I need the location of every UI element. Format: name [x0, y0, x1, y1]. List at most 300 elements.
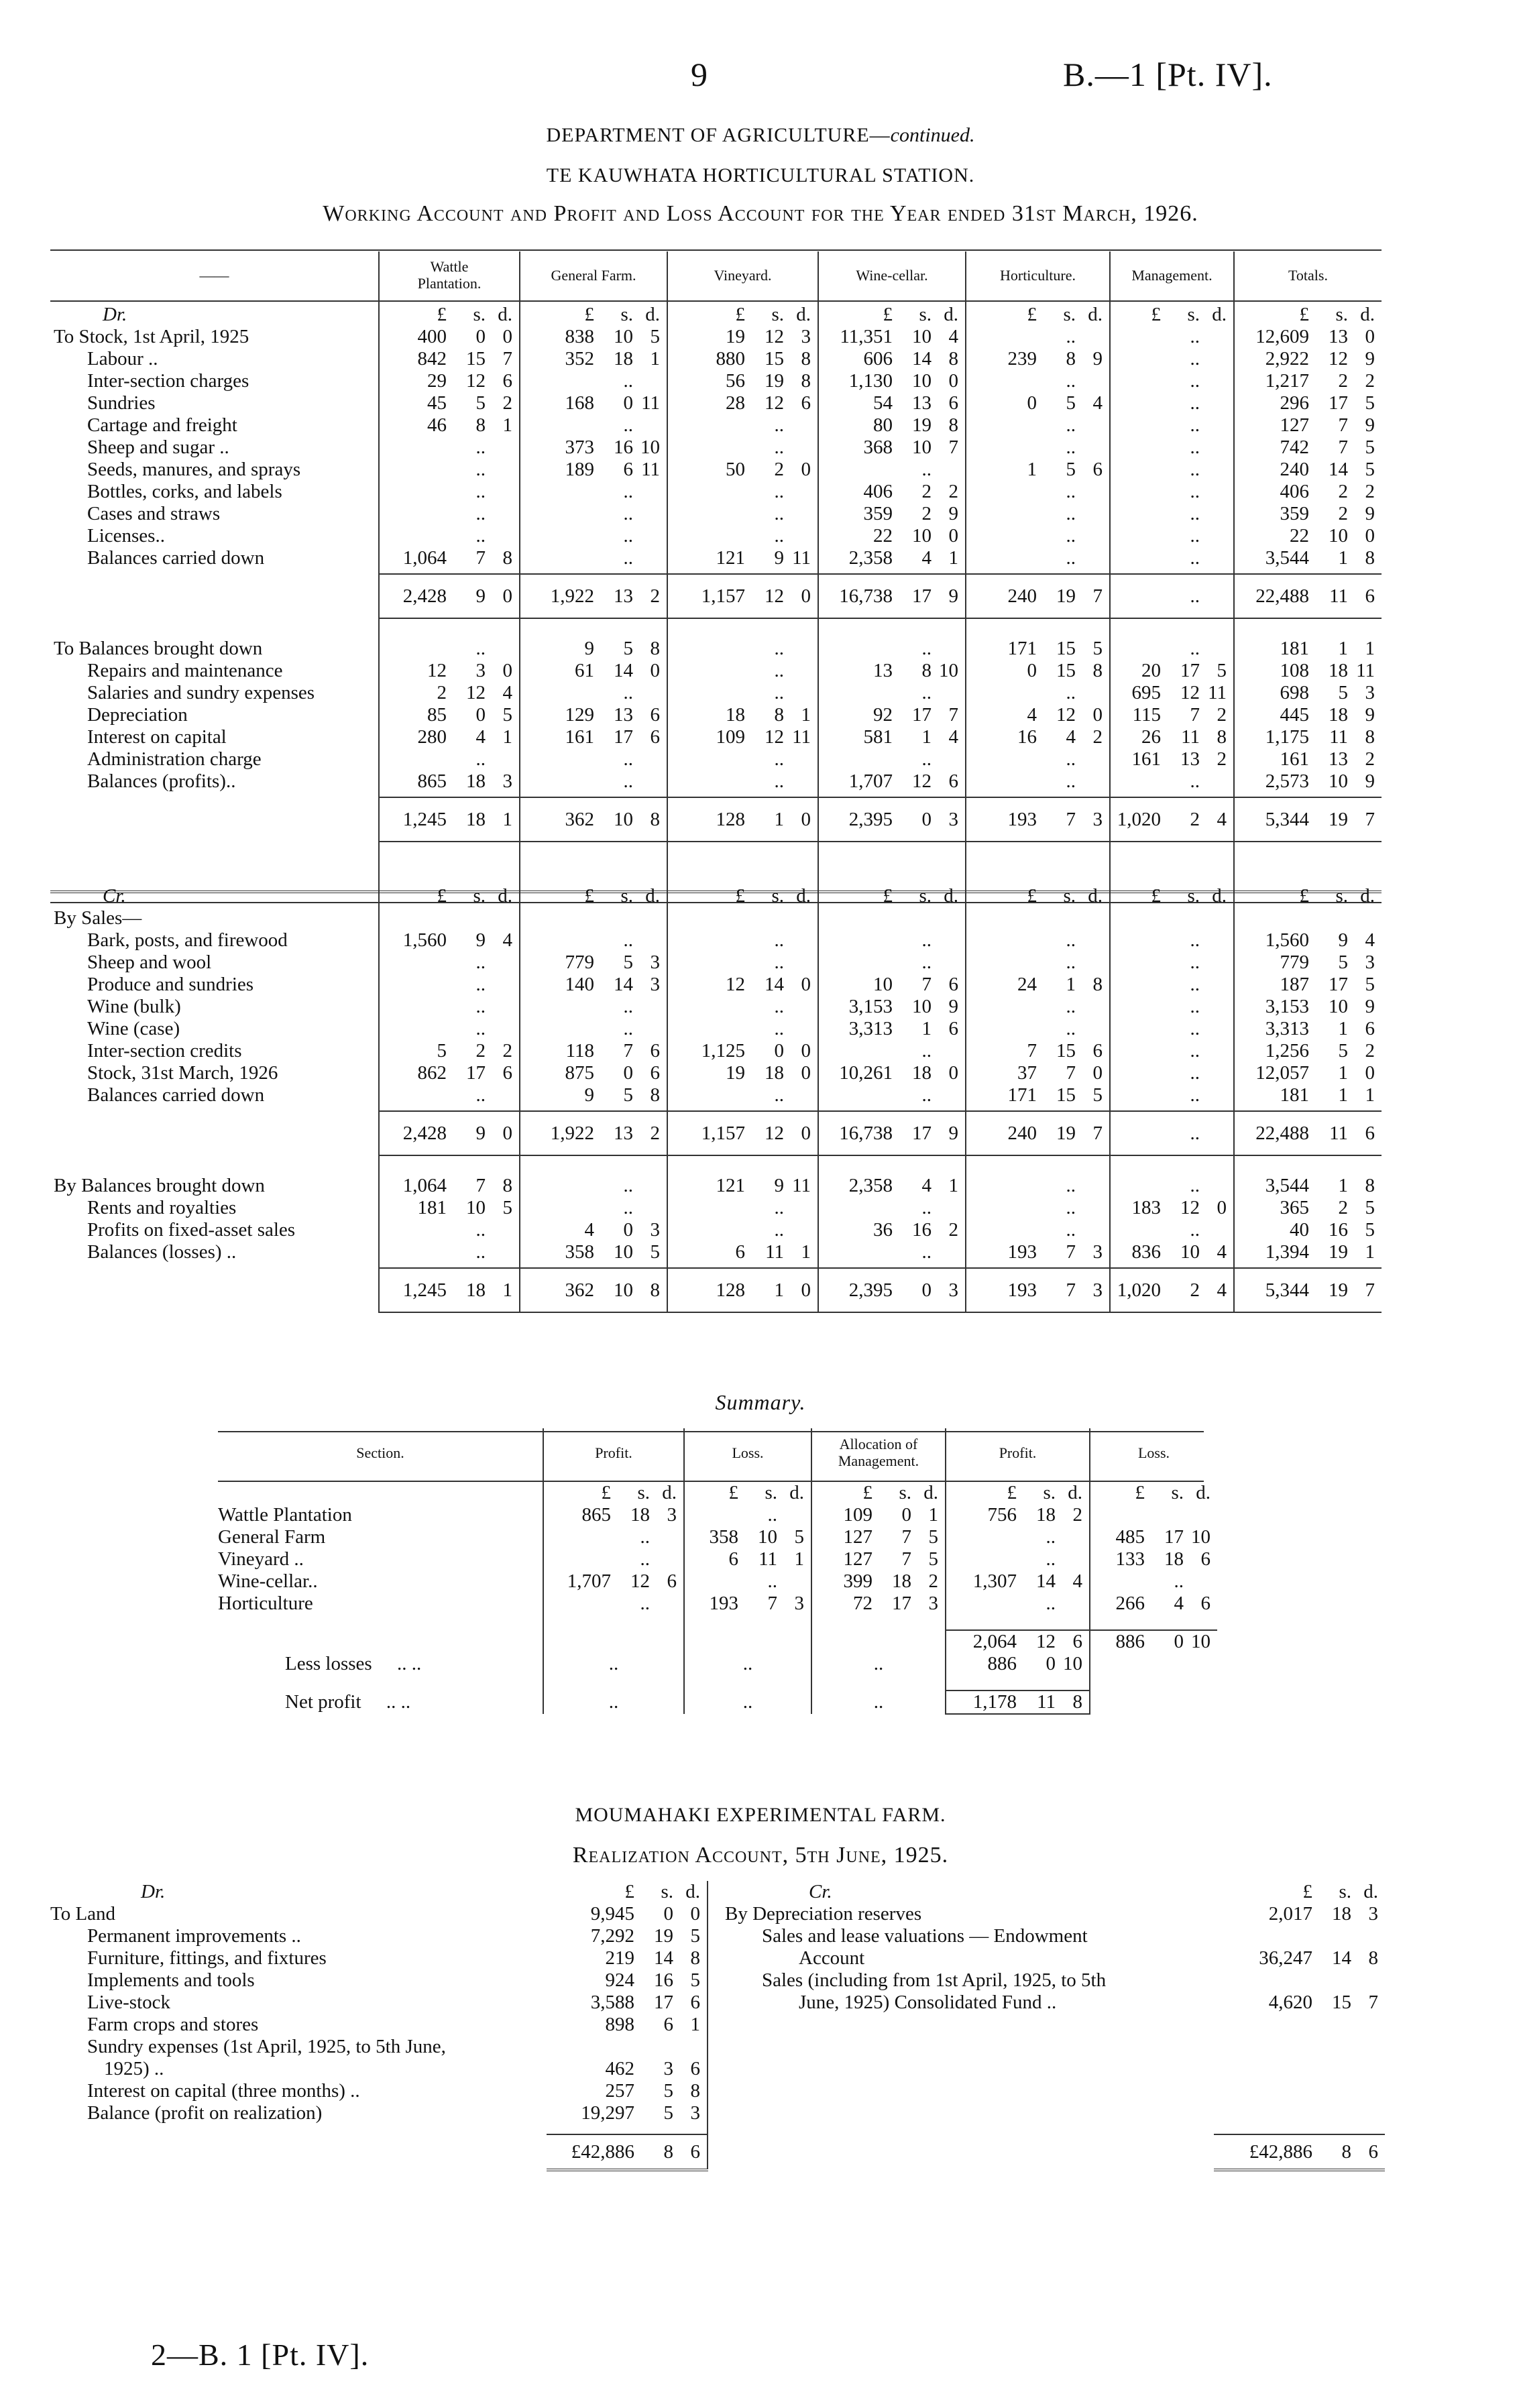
amount-part: 3	[663, 2058, 673, 2079]
row-label	[50, 503, 379, 525]
amount-part: 4	[948, 726, 958, 748]
amount-part: ..	[921, 682, 932, 703]
amount-part: 3,313	[1265, 1018, 1309, 1039]
spacer	[1234, 1106, 1382, 1111]
amount	[520, 1241, 667, 1263]
row-label-text: Sheep and sugar ..	[87, 437, 229, 458]
empty-cell: ..	[543, 1653, 684, 1675]
amount-part: 695	[1131, 682, 1161, 703]
amount-part: 193	[1007, 1279, 1037, 1301]
amount	[1111, 503, 1233, 525]
amount	[668, 1123, 818, 1145]
amount-cell	[1110, 1018, 1234, 1040]
amount-part: 10	[640, 437, 660, 458]
amount	[668, 348, 818, 370]
amount-part: 13	[1180, 748, 1200, 770]
account-row	[50, 726, 1382, 748]
amount-cell	[667, 525, 818, 547]
amount-cell	[667, 748, 818, 770]
amount-part: 352	[565, 348, 594, 369]
amount	[520, 660, 667, 682]
amount-part: ..	[774, 770, 784, 792]
amount-part: 2,064	[972, 1631, 1017, 1652]
amount-part: 193	[1007, 1241, 1037, 1263]
amount	[1111, 638, 1233, 660]
currency	[1111, 304, 1233, 326]
currency-part: £	[1299, 304, 1309, 325]
amount-part: 1	[650, 348, 660, 369]
amount-cell	[520, 525, 667, 547]
total-row	[50, 1268, 1382, 1312]
spacer-row	[50, 569, 1382, 574]
amount-part: ..	[774, 414, 784, 436]
amount-cell	[547, 2014, 708, 2036]
spacer	[818, 1155, 966, 1175]
amount-cell	[379, 574, 520, 618]
amount-cell	[1234, 326, 1382, 348]
amount-cell	[966, 503, 1110, 525]
amount-part: ..	[1190, 996, 1200, 1017]
amount	[966, 414, 1109, 437]
row-label	[50, 1040, 379, 1062]
amount-cell	[667, 1219, 818, 1241]
amount	[1111, 392, 1233, 414]
amount-part: 8	[690, 1947, 700, 1969]
currency-part: s.	[1187, 304, 1200, 325]
currency-part: s.	[1063, 304, 1076, 325]
amount-part: 14	[765, 974, 784, 995]
spacer	[1110, 1106, 1234, 1111]
amount	[380, 503, 519, 525]
row-label	[50, 929, 379, 952]
row-label	[50, 660, 379, 682]
row-label-text: Wine (bulk)	[87, 996, 181, 1017]
amount-part: 1,245	[402, 808, 447, 830]
amount	[520, 414, 667, 437]
amount-part: ..	[1066, 481, 1076, 502]
row-label: By Sales—	[54, 907, 142, 929]
amount	[1111, 525, 1233, 547]
account-row	[50, 503, 1382, 525]
amount-part: 17	[912, 585, 932, 607]
amount-cell	[1110, 1219, 1234, 1241]
currency-head	[379, 880, 520, 907]
amount-part: 5	[650, 1241, 660, 1263]
amount-cell	[667, 682, 818, 704]
amount	[668, 770, 818, 793]
amount-cell	[818, 574, 966, 618]
account-row	[50, 1219, 1382, 1241]
amount-part: 2	[1190, 808, 1200, 830]
amount-cell	[379, 503, 520, 525]
amount	[380, 996, 519, 1018]
amount-part: 0	[948, 525, 958, 547]
amount	[1235, 503, 1382, 525]
amount-cell	[966, 1018, 1110, 1040]
amount-part: ..	[475, 525, 486, 547]
net-profit-row	[218, 1690, 1217, 1714]
amount	[380, 929, 519, 952]
amount-cell	[818, 392, 966, 414]
amount-part: 17	[1164, 1526, 1184, 1548]
amount-part: 3	[1365, 682, 1375, 703]
amount	[1111, 682, 1233, 704]
amount	[1111, 1123, 1233, 1145]
currency	[1235, 885, 1382, 907]
amount	[1111, 748, 1233, 770]
amount	[966, 682, 1109, 704]
spacer	[1234, 618, 1382, 638]
account-row	[50, 660, 1382, 682]
amount	[1235, 704, 1382, 726]
amount-part: 2	[1190, 1279, 1200, 1301]
less-losses-label: Less losses .. ..	[285, 1653, 422, 1674]
cr-item-label: June, 1925) Consolidated Fund ..	[708, 1992, 1214, 2014]
amount	[1111, 996, 1233, 1018]
amount-cell	[379, 996, 520, 1018]
amount-part: ..	[1066, 1175, 1076, 1196]
amount-cell	[1234, 437, 1382, 459]
amount-part: 6	[1092, 459, 1103, 480]
amount-cell	[520, 437, 667, 459]
amount-part: 6	[728, 1548, 738, 1570]
by-sales-row	[50, 907, 1382, 929]
spacer	[50, 569, 379, 574]
dr-item-label: Farm crops and stores	[87, 2014, 259, 2035]
amount-cell	[966, 326, 1110, 348]
currency-part: £	[883, 885, 893, 907]
amount-cell	[818, 952, 966, 974]
amount	[520, 1018, 667, 1040]
amount-part: 22	[873, 525, 893, 547]
account-row	[50, 459, 1382, 481]
amount-part: 1	[928, 1504, 938, 1526]
summary-row	[218, 1504, 1217, 1526]
row-label-text: Inter-section credits	[87, 1040, 242, 1062]
amount-cell	[1110, 1175, 1234, 1197]
row-label	[50, 1197, 379, 1219]
amount-cell	[1234, 638, 1382, 660]
amount-cell	[520, 414, 667, 437]
amount-part: ..	[1190, 503, 1200, 524]
amount-part: ..	[475, 459, 486, 480]
amount	[819, 414, 965, 437]
amount-cell	[379, 770, 520, 793]
amount-part: 0	[948, 1062, 958, 1084]
spacer	[50, 618, 379, 638]
spacer	[818, 569, 966, 574]
amount	[380, 585, 519, 608]
amount	[380, 682, 519, 704]
amount-part: 10	[614, 1241, 633, 1263]
amount	[668, 952, 818, 974]
amount-part: ..	[475, 437, 486, 458]
amount-part: 6	[502, 370, 512, 392]
amount-part: 3	[690, 2102, 700, 2124]
spacer	[1090, 1615, 1217, 1630]
amount-cell	[1234, 370, 1382, 392]
amount-cell	[818, 1018, 966, 1040]
amount-part: 266	[1115, 1593, 1145, 1614]
amount-cell	[1214, 1992, 1385, 2014]
amount	[547, 2080, 707, 2102]
amount-cell	[1234, 929, 1382, 952]
amount-part: 16	[654, 1969, 673, 1991]
amount	[819, 1084, 965, 1106]
amount-cell	[1234, 1241, 1382, 1263]
amount	[1111, 974, 1233, 996]
empty-cell	[818, 907, 966, 929]
amount	[520, 525, 667, 547]
side-label: Cr.	[103, 885, 126, 907]
amount	[966, 585, 1109, 608]
currency-part: d.	[1212, 304, 1227, 325]
amount-cell	[966, 392, 1110, 414]
amount-part: 1,178	[972, 1691, 1017, 1713]
amount-part: 5	[1066, 459, 1076, 480]
amount-cell	[520, 1268, 667, 1312]
amount-cell	[1234, 1040, 1382, 1062]
amount-cell	[684, 1504, 811, 1526]
dr-item-label: Sundry expenses (1st April, 1925, to 5th June,	[87, 2036, 446, 2057]
amount-cell	[667, 348, 818, 370]
amount-part: 161	[1280, 748, 1309, 770]
amount-part: 7	[1365, 1279, 1375, 1301]
amount-part: 1	[502, 1279, 512, 1301]
amount-part: 5	[1092, 638, 1103, 659]
empty-cell: ..	[684, 1690, 811, 1714]
currency-head	[1234, 298, 1382, 326]
amount-part: 29	[427, 370, 447, 392]
currency-part: s.	[620, 304, 633, 325]
amount	[819, 1197, 965, 1219]
empty-cell	[1110, 907, 1234, 929]
amount	[1111, 1062, 1233, 1084]
amount-part: 2	[921, 481, 932, 502]
amount-part: 400	[417, 326, 447, 347]
summary-row	[218, 1548, 1217, 1570]
amount	[520, 1062, 667, 1084]
amount-part: 0	[690, 1903, 700, 1925]
amount-part: 11	[1037, 1691, 1056, 1713]
amount-cell	[379, 481, 520, 503]
amount	[946, 1593, 1089, 1615]
amount-part: 886	[987, 1653, 1017, 1674]
currency	[668, 885, 818, 907]
amount-part: ..	[774, 1197, 784, 1218]
spacer	[966, 1263, 1110, 1268]
amount-part: 2,573	[1265, 770, 1309, 792]
amount-part: 399	[843, 1570, 872, 1592]
amount	[1090, 1548, 1217, 1570]
currency	[1090, 1482, 1217, 1504]
amount-part: ..	[921, 952, 932, 973]
spacer	[667, 1106, 818, 1111]
amount	[380, 1241, 519, 1263]
amount-part: 0	[475, 326, 486, 347]
amount-part: 8	[650, 808, 660, 830]
summary-row	[218, 1570, 1217, 1593]
amount-cell	[667, 326, 818, 348]
amount-part: ..	[1190, 770, 1200, 792]
amount	[380, 952, 519, 974]
summary-header: Profit.	[946, 1428, 1090, 1477]
amount-part: 7	[1092, 1122, 1103, 1144]
amount-part: 5	[623, 638, 633, 659]
amount-cell	[1110, 682, 1234, 704]
spacer	[520, 793, 667, 797]
amount-part: 6	[1365, 1018, 1375, 1039]
amount-cell	[1110, 1241, 1234, 1263]
amount-cell	[1234, 392, 1382, 414]
page-reference: B.—1 [Pt. IV].	[1063, 56, 1273, 93]
amount	[1235, 952, 1382, 974]
amount-part: 2,358	[848, 547, 893, 569]
amount	[380, 1018, 519, 1040]
amount	[812, 1526, 945, 1548]
currency-part: d.	[645, 304, 660, 325]
currency	[380, 304, 519, 326]
amount-cell	[379, 525, 520, 547]
amount-part: 15	[1056, 1084, 1076, 1106]
currency	[520, 885, 667, 907]
amount-cell	[1110, 326, 1234, 348]
amount	[547, 1969, 707, 1992]
amount	[966, 1279, 1109, 1302]
empty-cell	[543, 1630, 684, 1653]
amount-part: 14	[912, 348, 932, 369]
amount-cell	[379, 748, 520, 770]
empty-cell: ..	[684, 1653, 811, 1675]
amount-cell	[520, 797, 667, 842]
amount-part: 406	[1280, 481, 1309, 502]
amount-cell	[379, 547, 520, 569]
spacer	[379, 1155, 520, 1175]
amount-part: 20	[1141, 660, 1161, 681]
amount-part: 15	[1332, 1992, 1351, 2013]
amount-cell	[1234, 1175, 1382, 1197]
row-label-text: Depreciation	[87, 704, 188, 726]
amount	[520, 638, 667, 660]
amount-part: 1	[502, 414, 512, 436]
currency-part: £	[584, 304, 594, 325]
amount-part: 10	[614, 1279, 633, 1301]
amount	[819, 1018, 965, 1040]
amount-part: 5	[502, 1197, 512, 1218]
column-header: Management.	[1110, 251, 1234, 298]
amount-cell	[667, 459, 818, 481]
amount-part: 4	[1072, 1570, 1082, 1592]
currency-part: d.	[498, 304, 512, 325]
empty-cell	[811, 1630, 946, 1653]
spacer	[708, 2134, 1214, 2170]
column-header: Horticulture.	[966, 251, 1110, 298]
spacer	[520, 842, 667, 880]
amount	[1235, 348, 1382, 370]
amount	[544, 1570, 683, 1593]
amount	[966, 748, 1109, 770]
account-row	[50, 525, 1382, 547]
amount-part: 17	[912, 1122, 932, 1144]
currency-part: s.	[473, 885, 486, 907]
amount-part: 1	[1338, 638, 1348, 659]
spacer	[1234, 842, 1382, 880]
amount-part: 6	[690, 1992, 700, 2013]
currency-part: d.	[1360, 304, 1375, 325]
amount-part: 4	[1217, 808, 1227, 830]
amount	[668, 929, 818, 952]
empty-cell: ..	[811, 1690, 946, 1714]
column-header: General Farm.	[520, 251, 667, 298]
amount-part: 3	[928, 1593, 938, 1614]
amount-cell	[520, 459, 667, 481]
amount	[380, 1084, 519, 1106]
amount-part: 485	[1115, 1526, 1145, 1548]
amount-part: 187	[1280, 974, 1309, 995]
amount-part: 9	[475, 585, 486, 607]
amount	[1235, 996, 1382, 1018]
amount	[1111, 547, 1233, 569]
amount-part: ..	[475, 481, 486, 502]
amount-part: 18	[765, 1062, 784, 1084]
amount-cell	[379, 704, 520, 726]
amount	[520, 1219, 667, 1241]
row-label	[50, 547, 379, 569]
amount-part: 12	[1056, 704, 1076, 726]
currency-part: s.	[1187, 885, 1200, 907]
amount-part: 16	[614, 437, 633, 458]
amount-cell	[946, 1504, 1090, 1526]
row-label	[50, 392, 379, 414]
amount-part: 7	[1066, 1279, 1076, 1301]
amount	[520, 1197, 667, 1219]
amount-part: 9	[1365, 503, 1375, 524]
spacer	[1110, 1263, 1234, 1268]
amount-cell	[1234, 1018, 1382, 1040]
amount	[520, 326, 667, 348]
total-label	[50, 797, 379, 842]
spacer	[1110, 842, 1234, 880]
amount-part: 0	[921, 808, 932, 830]
empty-cell: ..	[543, 1690, 684, 1714]
amount-cell	[667, 638, 818, 660]
amount-part: 1,307	[972, 1570, 1017, 1592]
amount-part: 10	[912, 525, 932, 547]
amount-part: 12	[765, 1122, 784, 1144]
amount	[380, 809, 519, 831]
amount-cell	[520, 574, 667, 618]
amount	[966, 638, 1109, 660]
amount	[819, 525, 965, 547]
empty-cell	[379, 907, 520, 929]
amount-cell	[667, 952, 818, 974]
row-label	[50, 525, 379, 547]
amount-cell	[966, 459, 1110, 481]
amount-part: 9	[584, 1084, 594, 1106]
amount-cell	[818, 326, 966, 348]
dr-item-label: 1925) ..	[104, 2058, 164, 2079]
amount-cell	[946, 1548, 1090, 1570]
amount-part: 11	[792, 726, 811, 748]
amount	[1111, 952, 1233, 974]
row-label-text: Bark, posts, and firewood	[87, 929, 288, 951]
spacer	[818, 1106, 966, 1111]
amount-part: 17	[892, 1593, 911, 1614]
amount-part: 359	[1280, 503, 1309, 524]
amount	[380, 748, 519, 770]
amount-part: 6	[663, 2014, 673, 2035]
amount-part: 1,922	[550, 585, 594, 607]
